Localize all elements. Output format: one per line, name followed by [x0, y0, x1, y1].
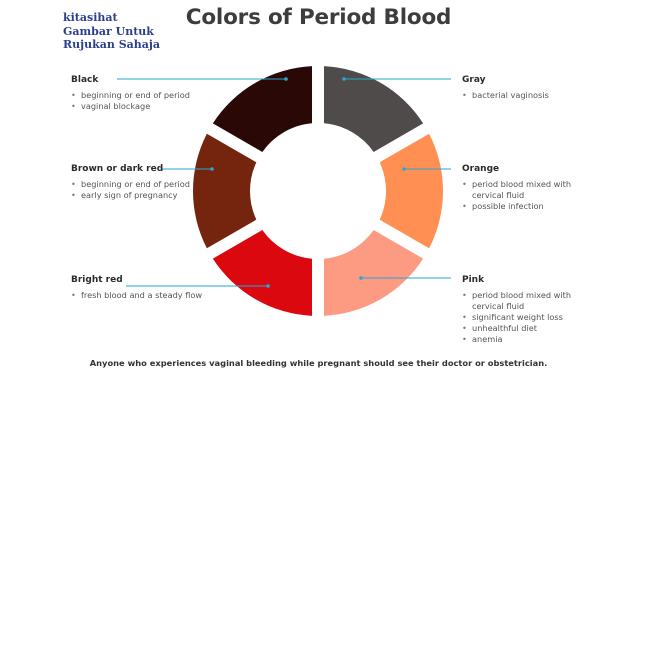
label-list: [71, 290, 231, 301]
label-name: Gray: [462, 75, 486, 85]
list-item: • significant weight loss: [462, 312, 582, 323]
label-list: [462, 90, 622, 101]
list-item: • bacterial vaginosis: [462, 90, 622, 101]
footnote: Anyone who experiences vaginal bleeding while pregnant should see their doctor or obstetrician.: [89, 358, 548, 368]
label-orange: [462, 164, 582, 212]
list-item: • anemia: [462, 334, 582, 345]
list-item: • early sign of pregnancy: [71, 190, 231, 201]
list-item: • beginning or end of period: [71, 179, 231, 190]
watermark-line: Gambar Untuk: [63, 24, 154, 38]
leader-dot-black: [284, 77, 288, 81]
label-name: Orange: [462, 164, 500, 174]
label-bright-red: [71, 275, 231, 301]
label-list: [71, 179, 231, 201]
label-name: Brown or dark red: [71, 164, 164, 174]
label-name: Pink: [462, 275, 485, 285]
segment-orange: [380, 134, 443, 248]
list-item: • possible infection: [462, 201, 582, 212]
list-item: • fresh blood and a steady flow: [71, 290, 231, 301]
label-black: [71, 75, 231, 112]
list-item: • period blood mixed with cervical fluid: [462, 179, 582, 201]
label-pink: [462, 275, 582, 345]
label-list: [462, 179, 582, 212]
leader-dot-orange: [402, 167, 406, 171]
label-name: Black: [71, 75, 99, 85]
page-title: Colors of Period Blood: [185, 5, 452, 30]
list-item: • unhealthful diet: [462, 323, 582, 334]
segment-bright-red: [213, 230, 312, 316]
segment-pink: [324, 230, 423, 316]
leader-dot-gray: [342, 77, 346, 81]
label-name: Bright red: [71, 275, 123, 285]
leader-dot-pink: [359, 276, 363, 280]
label-list: [462, 290, 582, 345]
list-item: • vaginal blockage: [71, 101, 231, 112]
watermark-line: kitasihat: [63, 11, 118, 24]
watermark-line: Rujukan Sahaja: [63, 38, 160, 51]
leader-dot-bright-red: [266, 284, 270, 288]
list-item: • period blood mixed with cervical fluid: [462, 290, 582, 312]
list-item: • beginning or end of period: [71, 90, 231, 101]
label-gray: [462, 75, 622, 101]
label-list: [71, 90, 231, 112]
label-brown-or-dark-red: [71, 164, 231, 201]
